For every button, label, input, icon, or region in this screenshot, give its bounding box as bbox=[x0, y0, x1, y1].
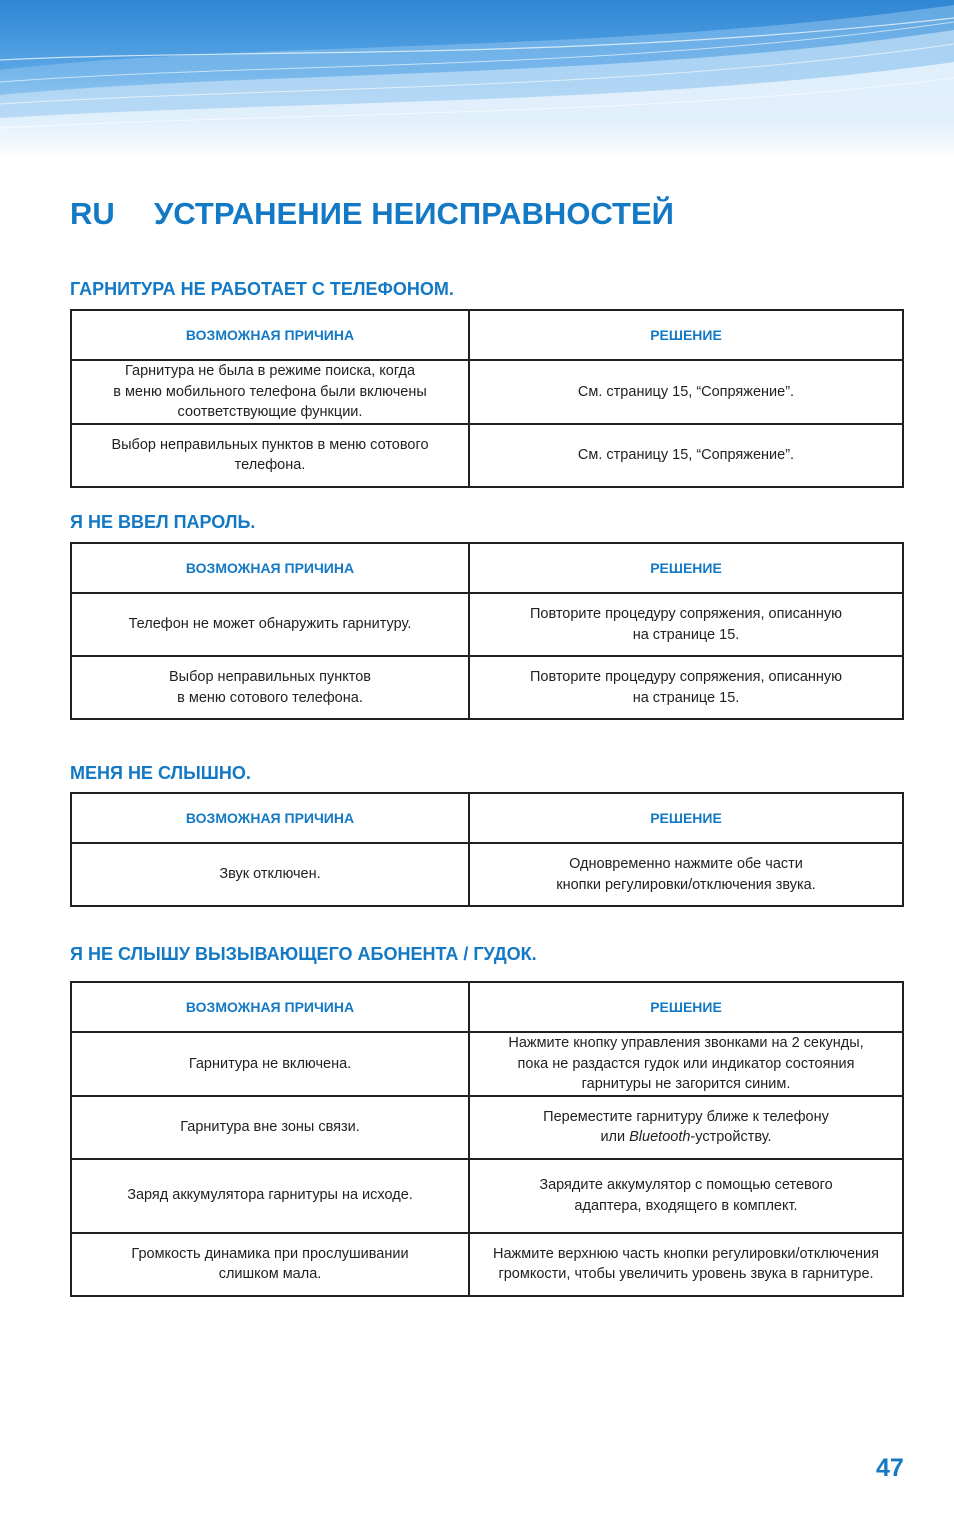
solution-prefix: или bbox=[600, 1129, 630, 1145]
section-title-cannot-hear-caller: Я НЕ СЛЫШУ ВЫЗЫВАЮЩЕГО АБОНЕНТА / ГУДОК. bbox=[70, 944, 537, 964]
solution-cell: Повторите процедуру сопряжения, описанную на странице 15. bbox=[469, 593, 903, 656]
solution-cell: Зарядите аккумулятор с помощью сетевого адаптера, входящего в комплект. bbox=[469, 1159, 903, 1233]
section-title-cannot-be-heard: МЕНЯ НЕ СЛЫШНО. bbox=[70, 763, 251, 783]
cause-column-header: ВОЗМОЖНАЯ ПРИЧИНА bbox=[71, 982, 469, 1032]
solution-cell: Нажмите верхнюю часть кнопки регулировки/отключения громкости, чтобы увеличить уровень звука в гарнитуре. bbox=[469, 1233, 903, 1296]
section-title-headset-not-working: ГАРНИТУРА НЕ РАБОТАЕТ С ТЕЛЕФОНОМ. bbox=[70, 279, 454, 299]
cause-cell: Телефон не может обнаружить гарнитуру. bbox=[71, 593, 469, 656]
solution-cell: См. страницу 15, “Сопряжение”. bbox=[469, 360, 903, 424]
cause-cell: Звук отключен. bbox=[71, 843, 469, 906]
solution-column-header: РЕШЕНИЕ bbox=[469, 310, 903, 360]
page-number: 47 bbox=[876, 1454, 904, 1482]
cause-column-header: ВОЗМОЖНАЯ ПРИЧИНА bbox=[71, 793, 469, 843]
table-row bbox=[71, 843, 903, 906]
troubleshooting-table-cannot-hear-caller bbox=[70, 981, 904, 1297]
cause-cell: Гарнитура вне зоны связи. bbox=[71, 1096, 469, 1159]
cause-column-header: ВОЗМОЖНАЯ ПРИЧИНА bbox=[71, 543, 469, 593]
page-title-text: УСТРАНЕНИЕ НЕИСПРАВНОСТЕЙ bbox=[154, 196, 674, 231]
cause-cell: Гарнитура не была в режиме поиска, когда в меню мобильного телефона были включены соответствующие функции. bbox=[71, 360, 469, 424]
table-header-row bbox=[71, 793, 903, 843]
language-code: RU bbox=[70, 196, 115, 231]
cause-cell: Заряд аккумулятора гарнитуры на исходе. bbox=[71, 1159, 469, 1233]
cause-cell: Выбор неправильных пунктов в меню сотового телефона. bbox=[71, 424, 469, 487]
solution-cell: Повторите процедуру сопряжения, описанную на странице 15. bbox=[469, 656, 903, 719]
troubleshooting-table-headset-not-working bbox=[70, 309, 904, 488]
table-row bbox=[71, 1159, 903, 1233]
solution-cell: См. страницу 15, “Сопряжение”. bbox=[469, 424, 903, 487]
troubleshooting-table-cannot-be-heard bbox=[70, 792, 904, 907]
solution-suffix: -устройству. bbox=[690, 1129, 772, 1145]
table-header-row bbox=[71, 310, 903, 360]
solution-cell: Нажмите кнопку управления звонками на 2 секунды, пока не раздастся гудок или индикатор состояния гарнитуры не загорится синим. bbox=[469, 1032, 903, 1096]
table-row bbox=[71, 1096, 903, 1159]
cause-cell: Громкость динамика при прослушивании слишком мала. bbox=[71, 1233, 469, 1296]
table-row bbox=[71, 360, 903, 424]
solution-line-1: Переместите гарнитуру ближе к телефону bbox=[543, 1108, 829, 1125]
wave-graphic bbox=[0, 0, 954, 160]
table-header-row bbox=[71, 543, 903, 593]
cause-cell: Гарнитура не включена. bbox=[71, 1032, 469, 1096]
table-row bbox=[71, 424, 903, 487]
solution-column-header: РЕШЕНИЕ bbox=[469, 543, 903, 593]
table-row bbox=[71, 1032, 903, 1096]
solution-cell bbox=[469, 1096, 903, 1159]
cause-column-header: ВОЗМОЖНАЯ ПРИЧИНА bbox=[71, 310, 469, 360]
table-row bbox=[71, 1233, 903, 1296]
solution-column-header: РЕШЕНИЕ bbox=[469, 982, 903, 1032]
solution-column-header: РЕШЕНИЕ bbox=[469, 793, 903, 843]
troubleshooting-table-no-password bbox=[70, 542, 904, 720]
page-title bbox=[70, 196, 674, 232]
cause-cell: Выбор неправильных пунктов в меню сотового телефона. bbox=[71, 656, 469, 719]
table-header-row bbox=[71, 982, 903, 1032]
table-row bbox=[71, 593, 903, 656]
solution-cell: Одновременно нажмите обе части кнопки регулировки/отключения звука. bbox=[469, 843, 903, 906]
table-row bbox=[71, 656, 903, 719]
section-title-no-password: Я НЕ ВВЕЛ ПАРОЛЬ. bbox=[70, 512, 256, 532]
bluetooth-term: Bluetooth bbox=[629, 1129, 691, 1145]
header-wave-banner bbox=[0, 0, 954, 160]
